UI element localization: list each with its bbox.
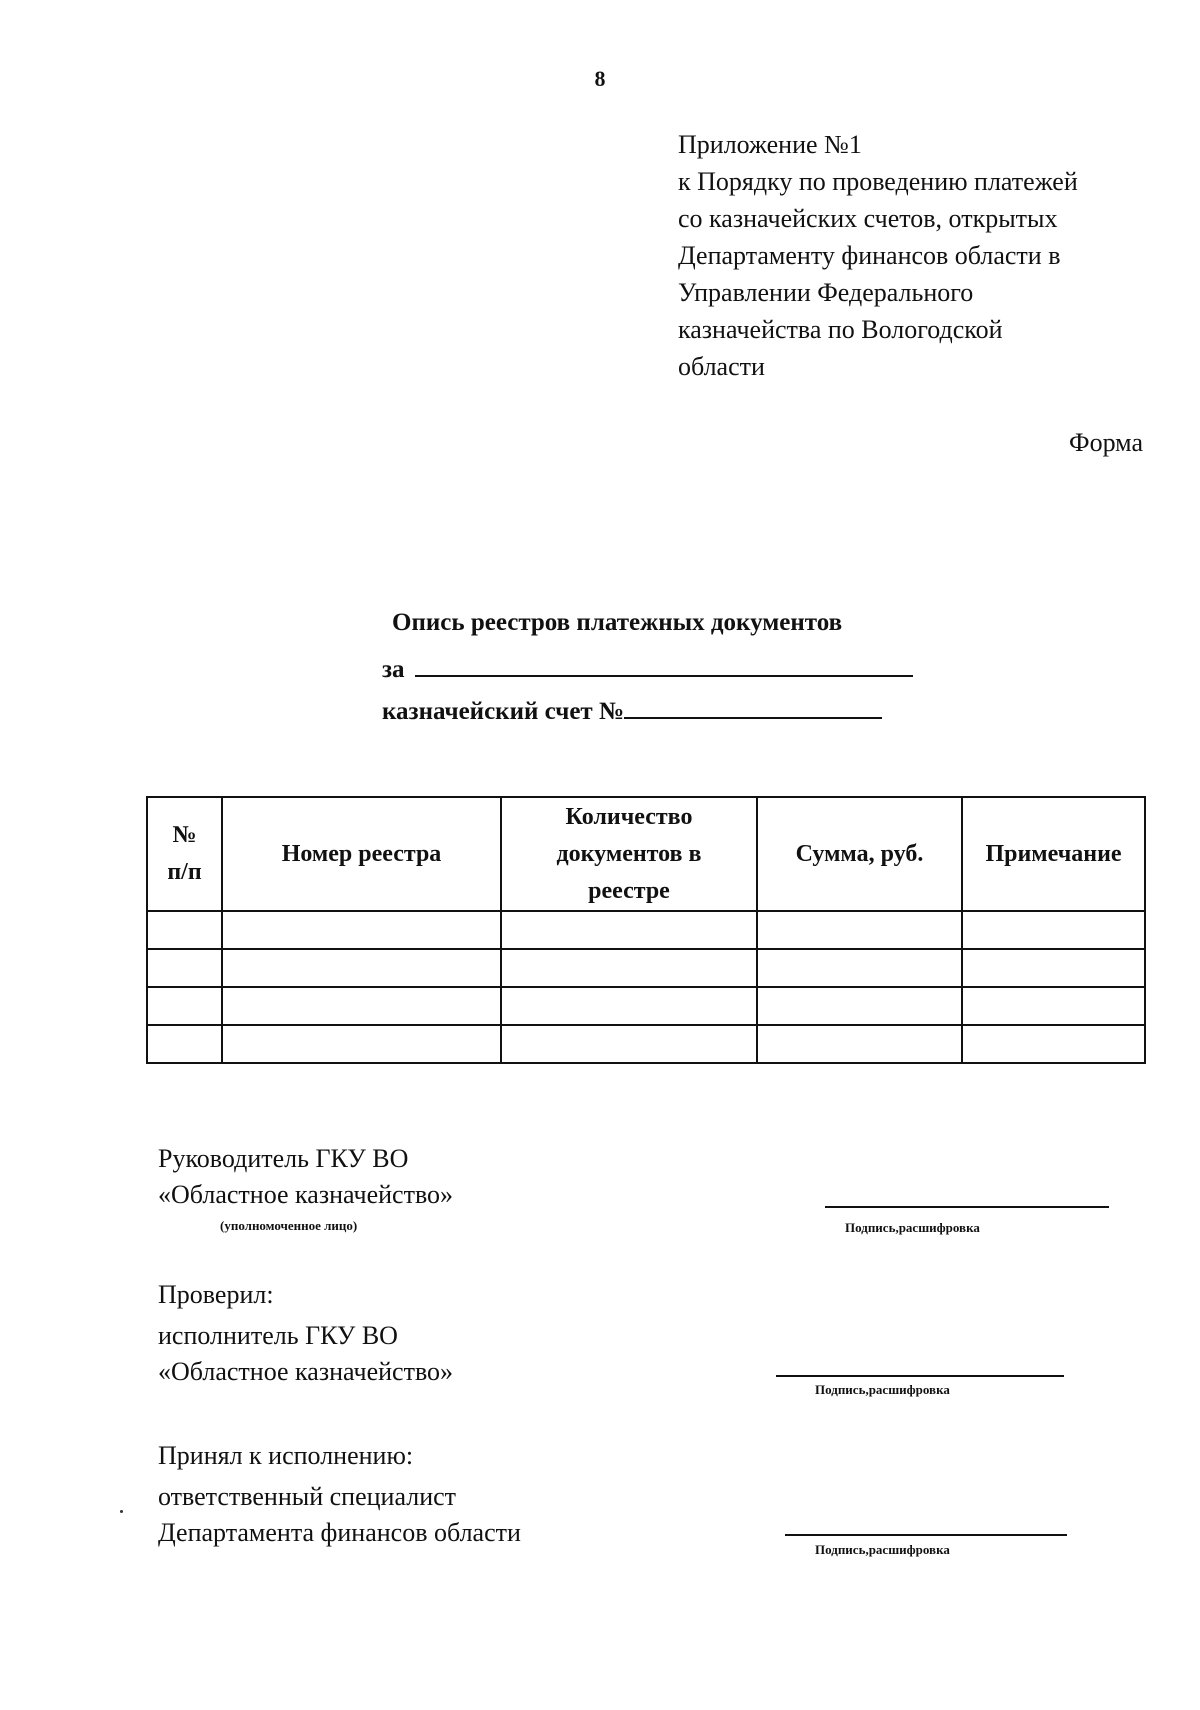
- form-label: Форма: [1069, 428, 1143, 457]
- account-prefix: казначейский счет №: [382, 698, 625, 725]
- header-text: Номер реестра: [281, 840, 442, 867]
- signature-label: Департамента финансов области: [158, 1518, 521, 1547]
- table-cell[interactable]: [501, 987, 757, 1025]
- signature-label: Руководитель ГКУ ВО: [158, 1144, 409, 1173]
- table-cell[interactable]: [222, 911, 501, 949]
- header-row-number: [147, 797, 222, 911]
- appendix-line: со казначейских счетов, открытых: [678, 204, 1058, 233]
- authorized-person-note: (уполномоченное лицо): [220, 1218, 358, 1233]
- appendix-line: казначейства по Вологодской: [678, 315, 1003, 344]
- page-number: 8: [594, 66, 606, 91]
- registry-table: [146, 796, 1146, 1064]
- table-cell[interactable]: [962, 987, 1145, 1025]
- table-cell[interactable]: [501, 949, 757, 987]
- header-note: [962, 797, 1145, 911]
- table-cell[interactable]: [501, 1025, 757, 1063]
- appendix-line: Управлении Федерального: [678, 278, 974, 307]
- header-amount: [757, 797, 962, 911]
- document-title: Опись реестров платежных документов: [392, 609, 843, 636]
- table-row: [147, 1025, 1145, 1063]
- header-text: №: [172, 822, 197, 848]
- signature-label: Принял к исполнению:: [158, 1441, 414, 1470]
- table-cell[interactable]: [757, 1025, 962, 1063]
- header-text: реестре: [588, 877, 670, 904]
- header-text: Сумма, руб.: [795, 840, 924, 867]
- signature-label: «Областное казначейство»: [158, 1357, 454, 1386]
- table-header-row: [147, 797, 1145, 911]
- table-cell[interactable]: [501, 911, 757, 949]
- table-cell[interactable]: [222, 949, 501, 987]
- period-blank-field[interactable]: [415, 651, 913, 677]
- scan-speck: [120, 1510, 123, 1513]
- table-cell[interactable]: [147, 911, 222, 949]
- account-blank-field[interactable]: [624, 693, 882, 719]
- table-cell[interactable]: [147, 987, 222, 1025]
- appendix-line: Приложение №1: [678, 130, 862, 159]
- table-cell[interactable]: [962, 949, 1145, 987]
- period-prefix: за: [382, 656, 405, 683]
- signature-label: ответственный специалист: [158, 1482, 457, 1511]
- table-cell[interactable]: [962, 911, 1145, 949]
- table-cell[interactable]: [757, 987, 962, 1025]
- header-text: п/п: [167, 859, 202, 885]
- period-line: [382, 651, 913, 684]
- signature-block-head: [158, 1141, 453, 1213]
- signature-line-checked[interactable]: [776, 1375, 1064, 1377]
- account-line: [382, 693, 882, 726]
- appendix-line: Департаменту финансов области в: [678, 241, 1061, 270]
- appendix-line: области: [678, 352, 765, 381]
- header-document-count: [501, 797, 757, 911]
- table-cell[interactable]: [757, 949, 962, 987]
- header-registry-number: [222, 797, 501, 911]
- signature-label: исполнитель ГКУ ВО: [158, 1321, 398, 1350]
- table-row: [147, 987, 1145, 1025]
- signature-label: Проверил:: [158, 1280, 274, 1309]
- table-cell[interactable]: [147, 949, 222, 987]
- header-text: Количество: [565, 803, 693, 830]
- signature-block-accepted: [158, 1438, 521, 1551]
- signature-line-head[interactable]: [825, 1206, 1109, 1208]
- signature-caption: Подпись,расшифровка: [845, 1220, 980, 1235]
- appendix-header: [678, 126, 1158, 385]
- table-row: [147, 949, 1145, 987]
- header-text: Примечание: [985, 840, 1122, 867]
- signature-line-accepted[interactable]: [785, 1534, 1067, 1536]
- table-cell[interactable]: [222, 987, 501, 1025]
- table-cell[interactable]: [757, 911, 962, 949]
- signature-caption: Подпись,расшифровка: [815, 1542, 950, 1557]
- header-text: документов в: [556, 840, 702, 867]
- table-cell[interactable]: [222, 1025, 501, 1063]
- appendix-line: к Порядку по проведению платежей: [678, 167, 1078, 196]
- signature-caption: Подпись,расшифровка: [815, 1382, 950, 1397]
- table-row: [147, 911, 1145, 949]
- signature-label: «Областное казначейство»: [158, 1180, 454, 1209]
- table-cell[interactable]: [147, 1025, 222, 1063]
- table-cell[interactable]: [962, 1025, 1145, 1063]
- signature-block-checked: [158, 1277, 453, 1390]
